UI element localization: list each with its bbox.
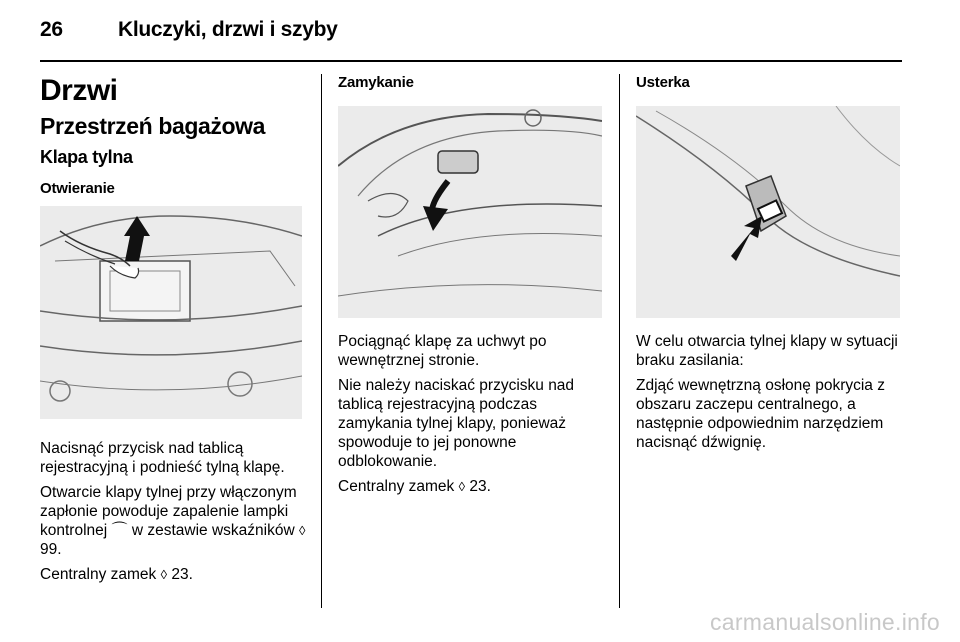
tailgate-closing-drawing [338,106,602,318]
column-opening [40,74,308,584]
column-closing [338,74,604,496]
tailgate-handle [438,151,478,173]
column-divider-2 [619,74,620,608]
column-divider-1 [321,74,322,608]
watermark: carmanualsonline.info [709,609,940,635]
malfunction-text-1: W celu otwarcia tylnej klapy w sytuacji braku zasilania: [636,333,898,369]
malfunction-text-2: Zdjąć wewnętrzną osłonę pokrycia z obszaru zaczepu centralnego, a następnie odpowiednim narzędziem nacisnąć dźwignię. [636,377,885,451]
tailgate-opening-drawing [40,206,302,419]
opening-text-3: Centralny zamek ◊ 23. [40,566,193,583]
page-header [40,18,920,48]
subsub-title: Klapa tylna [40,147,133,167]
emergency-release-illustration [636,106,900,318]
page-number: 26 [40,18,63,41]
emergency-release-drawing [636,106,900,318]
chapter-title: Kluczyki, drzwi i szyby [118,18,338,41]
closing-text-3: Centralny zamek ◊ 23. [338,478,491,495]
page-reference-icon: ◊ [160,567,168,582]
press-arrow-icon [731,216,762,261]
push-arrow-icon [124,216,150,261]
opening-text-2: Otwarcie klapy tylnej przy włączonym zapłonie powoduje zapalenie lampki kontrolnej ⌒ w zestawie wskaźników ◊ 99. [40,484,306,558]
opening-text-1: Nacisnąć przycisk nad tablicą rejestracyjną i podnieść tylną klapę. [40,440,285,476]
opening-heading: Otwieranie [40,180,115,197]
page-reference-icon: ◊ [458,479,466,494]
closing-text-1: Pociągnąć klapę za uchwyt po wewnętrznej stronie. [338,333,547,369]
column-malfunction [636,74,906,452]
subsection-title: Przestrzeń bagażowa [40,113,266,139]
malfunction-heading: Usterka [636,74,690,91]
tailgate-closing-illustration [338,106,602,318]
header-rule [40,60,902,62]
section-title: Drzwi [40,74,118,107]
tailgate-opening-illustration [40,206,302,419]
page-reference-icon: ◊ [298,523,306,538]
closing-heading: Zamykanie [338,74,414,91]
closing-text-2: Nie należy naciskać przycisku nad tablicą rejestracyjną podczas zamykania tylnej klapy, ponieważ spowoduje to jej ponowne odblokowanie. [338,377,575,470]
tailgate-warning-lamp-icon: ⌒ [111,522,128,539]
